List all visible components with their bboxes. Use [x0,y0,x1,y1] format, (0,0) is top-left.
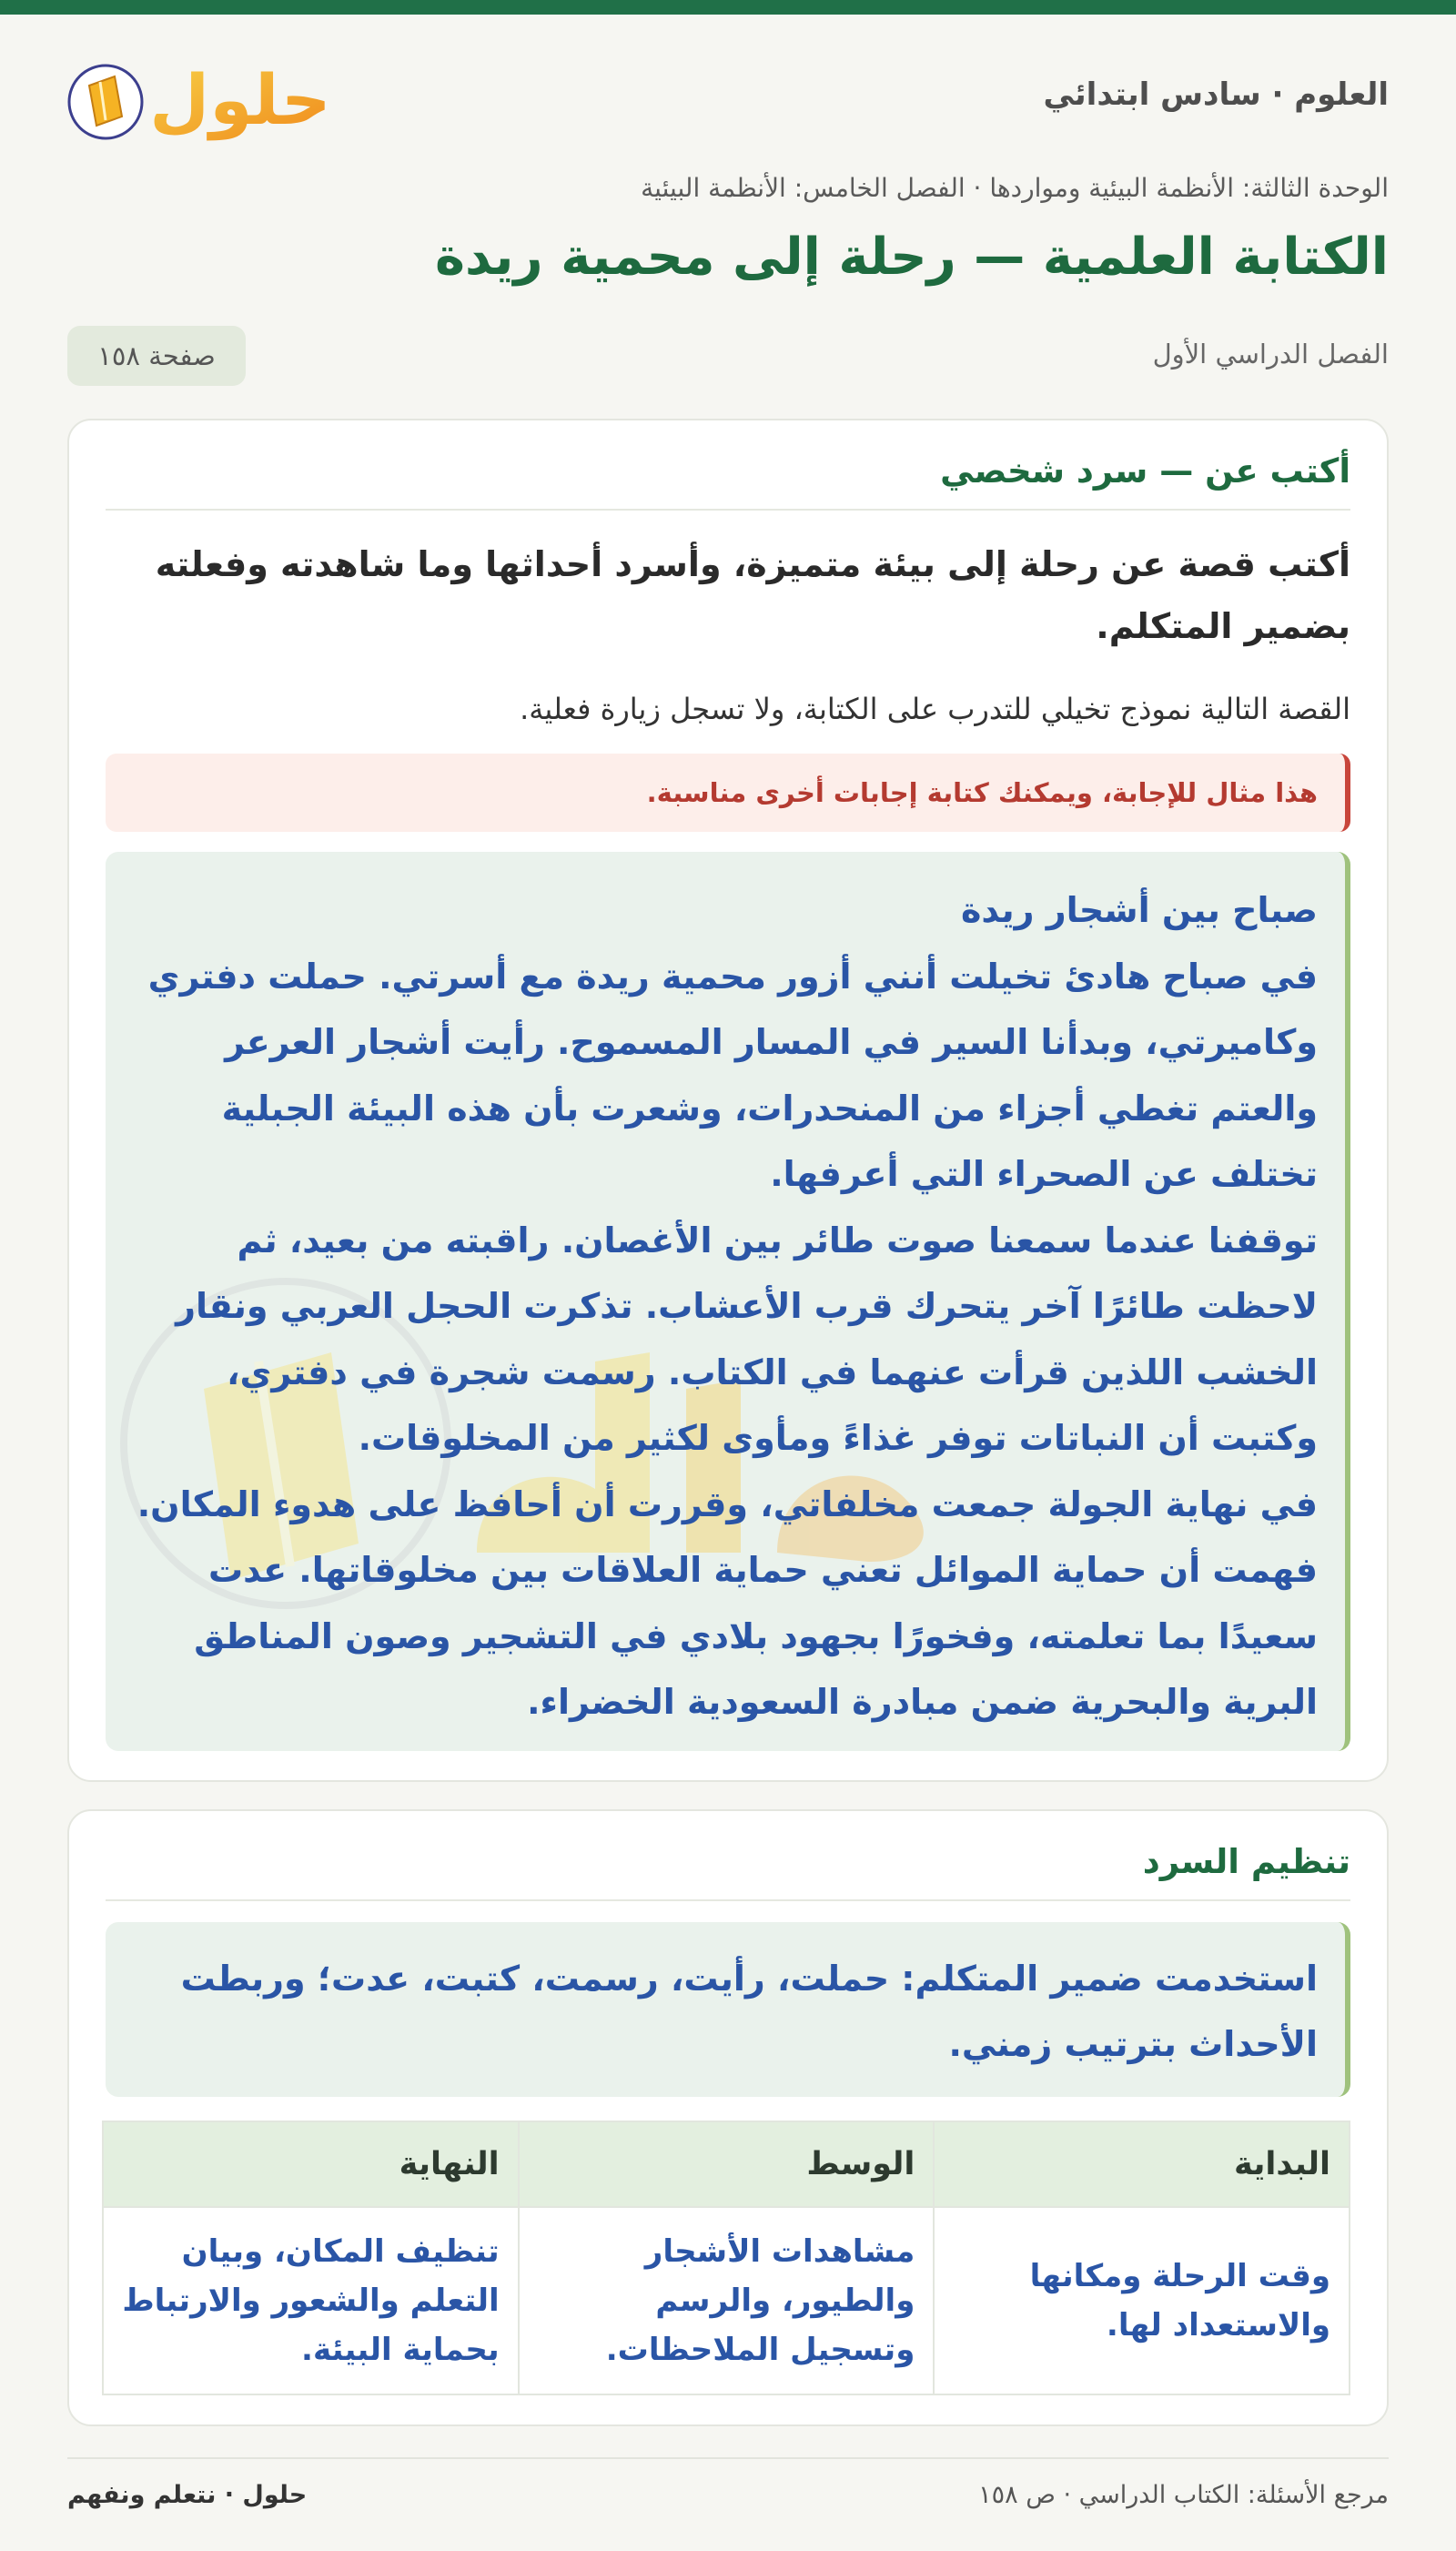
cell-middle: مشاهدات الأشجار والطيور، والرسم وتسجيل الملاحظات. [519,2207,935,2394]
page-title: الكتابة العلمية — رحلة إلى محمية ريدة [434,228,1389,287]
story-paragraph: في صباح هادئ تخيلت أنني أزور محمية ريدة مع أسرتي. حملت دفتري وكاميرتي، وبدأنا السير في المسار المسموح. رأيت أشجار العرعر والعتم تغطي أجزاء من المنحدرات، وشعرت بأن هذه البيئة الجبلية تختلف عن الصحراء التي أعرفها. [147,956,1318,1194]
narrative-structure-table [102,2121,1350,2395]
footer-brand: حلول · نتعلم ونفهم [67,2481,308,2509]
page-header [67,46,1389,155]
organization-summary: استخدمت ضمير المتكلم: حملت، رأيت، رسمت، كتبت، عدت؛ وربطت الأحداث بترتيب زمني. [106,1922,1350,2097]
organization-heading: تنظيم السرد [106,1842,1350,1901]
task-heading: أكتب عن — سرد شخصي [106,451,1350,511]
logo-icon [67,46,331,146]
answer-disclaimer: هذا مثال للإجابة، ويمكنك كتابة إجابات أخرى مناسبة. [106,754,1350,832]
footer-reference: مرجع الأسئلة: الكتاب الدراسي · ص ١٥٨ [978,2481,1389,2509]
footer-divider [67,2457,1389,2459]
story-paragraph: توقفنا عندما سمعنا صوت طائر بين الأغصان. راقبته من بعيد، ثم لاحظت طائرًا آخر يتحرك قرب الأعشاب. تذكرت الحجل العربي ونقار الخشب اللذين قرأت عنهما في الكتاب. رسمت شجرة في دفتري، وكتبت أن النباتات توفر غذاءً ومأوى لكثير من المخلوقات. [176,1220,1318,1458]
column-header-beginning: البداية [934,2121,1350,2207]
breadcrumb: الوحدة الثالثة: الأنظمة البيئية ومواردها · الفصل الخامس: الأنظمة البيئية [641,173,1389,203]
cell-end: تنظيف المكان، وبيان التعلم والشعور والارتباط بحماية البيئة. [103,2207,519,2394]
column-header-end: النهاية [103,2121,519,2207]
column-header-middle: الوسط [519,2121,935,2207]
narrative-organization-card [67,1809,1389,2426]
hulul-logo[interactable] [67,46,331,146]
top-accent-bar [0,0,1456,15]
model-answer-box [106,852,1350,1751]
table-header-row [103,2121,1350,2207]
story-paragraph: في نهاية الجولة جمعت مخلفاتي، وقررت أن أحافظ على هدوء المكان. فهمت أن حماية الموائل تعني حماية العلاقات بين مخلوقاتها. عدت سعيدًا بما تعلمته، وفخورًا بجهود بلادي في التشجير وصون المناطق البرية والبحرية ضمن مبادرة السعودية الخضراء. [136,1483,1318,1722]
subject-label: العلوم · سادس ابتدائي [1043,76,1389,113]
semester-label: الفصل الدراسي الأول [1152,339,1389,369]
task-prompt: أكتب قصة عن رحلة إلى بيئة متميزة، وأسرد أحداثها وما شاهدته وفعلته بضمير المتكلم. [155,544,1350,646]
story-title: صباح بين أشجار ريدة [960,890,1318,930]
model-answer-text [129,877,1318,1736]
svg-text:حلول: حلول [149,59,331,140]
cell-beginning: وقت الرحلة ومكانها والاستعداد لها. [934,2207,1350,2394]
writing-task-card [67,419,1389,1782]
table-row [103,2207,1350,2394]
page-number-badge: صفحة ١٥٨ [67,326,246,386]
task-note: القصة التالية نموذج تخيلي للتدرب على الكتابة، ولا تسجل زيارة فعلية. [520,692,1350,726]
